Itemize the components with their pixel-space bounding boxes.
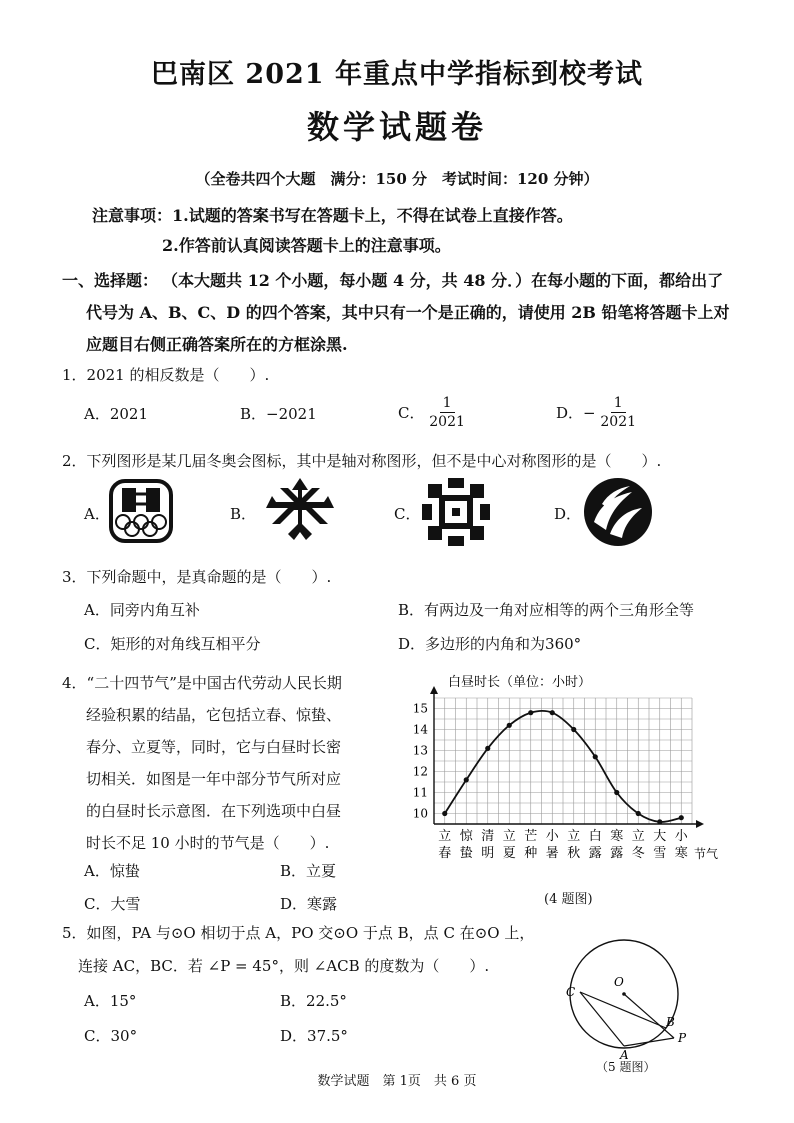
y-tick-label: 10 bbox=[412, 806, 428, 821]
q5-caption: （5 题图） bbox=[596, 1060, 656, 1074]
chart-data-point bbox=[528, 710, 533, 715]
x-tick-label: 寒 bbox=[610, 829, 624, 844]
q4-option-b: B．立夏 bbox=[280, 862, 337, 880]
x-tick-label: 立 bbox=[438, 829, 452, 844]
geometric-logo-c-icon bbox=[420, 476, 492, 548]
q4-option-c: C．大雪 bbox=[84, 895, 141, 913]
x-tick-label: 立 bbox=[502, 829, 516, 844]
x-tick-label: 立 bbox=[567, 829, 581, 844]
q1-option-d-fraction bbox=[600, 394, 636, 431]
q2-option-b: B． bbox=[230, 505, 257, 523]
exam-info: （全卷共四个大题 满分：150 分 考试时间：120 分钟） bbox=[195, 170, 599, 188]
q4-line-4: 切相关．如图是一年中部分节气所对应 bbox=[86, 770, 342, 788]
q5-line-2: 连接 AC，BC．若 ∠P = 45°，则 ∠ACB 的度数为（ ）. bbox=[78, 957, 490, 975]
section1-heading: 一、选择题： bbox=[62, 271, 159, 290]
y-tick-label: 14 bbox=[412, 722, 428, 737]
chart-xlabel: 节气 bbox=[694, 847, 719, 861]
q4-stem bbox=[62, 667, 342, 859]
x-tick-label: 白 bbox=[588, 829, 602, 844]
page-footer: 数学试题 第 1页 共 6 页 bbox=[317, 1074, 477, 1089]
y-tick-label: 15 bbox=[412, 701, 428, 716]
q1-d-numerator: 1 bbox=[611, 394, 626, 413]
q3-stem: 3．下列命题中，是真命题的是（ ）. bbox=[62, 568, 332, 586]
q4-option-a: A．惊蛰 bbox=[84, 862, 140, 880]
q5-option-c: C．30° bbox=[84, 1027, 138, 1045]
x-tick-label: 种 bbox=[524, 846, 538, 861]
x-tick-label: 立 bbox=[631, 829, 645, 844]
chart-axes bbox=[430, 686, 704, 828]
y-tick-label: 13 bbox=[412, 743, 428, 758]
x-tick-label: 惊 bbox=[459, 829, 473, 844]
label-b: B bbox=[666, 1015, 675, 1029]
chart-grid bbox=[434, 698, 692, 824]
chart-data-point bbox=[679, 815, 684, 820]
q1-option-d-label: D．− bbox=[556, 404, 596, 422]
segment-ap bbox=[624, 1038, 674, 1046]
exam-title: 巴南区 2021 年重点中学指标到校考试 bbox=[151, 59, 643, 90]
q1-stem: 1．2021 的相反数是（ ）. bbox=[62, 366, 270, 384]
chart-data-point bbox=[550, 710, 555, 715]
q4-line-6: 时长不足 10 小时的节气是（ ）. bbox=[86, 834, 330, 852]
daylight-chart bbox=[404, 668, 734, 886]
q4-line-1: 4．“二十四节气”是中国古代劳动人民长期 bbox=[62, 674, 342, 692]
x-tick-label: 明 bbox=[481, 846, 495, 861]
x-axis-arrow bbox=[696, 820, 704, 828]
q5-option-b: B．22.5° bbox=[280, 992, 347, 1010]
x-tick-label: 清 bbox=[481, 829, 495, 844]
q1-c-denominator: 2021 bbox=[429, 414, 465, 430]
label-a: A bbox=[620, 1048, 629, 1062]
label-o: O bbox=[614, 975, 624, 989]
q4-line-2: 经验积累的结晶，它包括立春、惊蛰、 bbox=[86, 706, 342, 724]
x-tick-label: 芒 bbox=[524, 829, 538, 844]
chart-y-ticks bbox=[413, 702, 429, 821]
segment-cb bbox=[580, 992, 666, 1028]
q5-option-d: D．37.5° bbox=[280, 1027, 348, 1045]
chart-data-point bbox=[442, 811, 447, 816]
q1-option-b: B．−2021 bbox=[240, 405, 317, 423]
q3-option-b: B．有两边及一角对应相等的两个三角形全等 bbox=[398, 601, 695, 619]
chart-data-point bbox=[485, 746, 490, 751]
q1-option-c-label: C． bbox=[398, 404, 425, 422]
snowflake-logo-b-icon bbox=[262, 476, 338, 546]
q1-option-d bbox=[556, 394, 636, 431]
q5-circle-figure bbox=[556, 934, 706, 1064]
chart-data-point bbox=[636, 811, 641, 816]
q4-option-d: D．寒露 bbox=[280, 895, 338, 913]
y-tick-label: 11 bbox=[412, 785, 428, 800]
chart-data-point bbox=[593, 754, 598, 759]
x-tick-label: 小 bbox=[674, 829, 688, 844]
q1-option-c-fraction bbox=[429, 394, 465, 431]
q3-option-d: D．多边形的内角和为360° bbox=[398, 635, 582, 653]
chart-data-point bbox=[657, 819, 662, 824]
y-axis-arrow bbox=[430, 686, 438, 694]
x-tick-label: 蛰 bbox=[459, 846, 473, 861]
x-tick-label: 秋 bbox=[567, 846, 581, 861]
q3-option-a: A．同旁内角互补 bbox=[84, 601, 200, 619]
section1-line2: 代号为 A、B、C、D 的四个答案，其中只有一个是正确的，请使用 2B 铅笔将答题卡上对 bbox=[86, 303, 730, 322]
x-tick-label: 冬 bbox=[631, 846, 645, 861]
section1-line1: （本大题共 12 个小题，每小题 4 分，共 48 分．）在每小题的下面，都给出了 bbox=[162, 271, 724, 290]
section1-line3: 应题目右侧正确答案所在的方框涂黑. bbox=[86, 335, 348, 354]
chart-data-point bbox=[571, 727, 576, 732]
q2-option-d: D． bbox=[554, 505, 582, 523]
chart-data-point bbox=[464, 777, 469, 782]
x-tick-label: 雪 bbox=[653, 846, 667, 861]
notes-label: 注意事项： bbox=[92, 206, 173, 225]
chart-title: 白昼时长（单位：小时） bbox=[448, 675, 592, 690]
q5-line-1: 5．如图，PA 与⊙O 相切于点 A，PO 交⊙O 于点 B，点 C 在⊙O 上， bbox=[62, 924, 535, 942]
q2-stem: 2．下列图形是某几届冬奥会图标，其中是轴对称图形，但不是中心对称图形的是（ ）. bbox=[62, 452, 662, 470]
notes-item-2: 2.作答前认真阅读答题卡上的注意事项。 bbox=[162, 236, 451, 255]
x-tick-label: 夏 bbox=[502, 846, 516, 861]
flame-logo-d-icon bbox=[580, 474, 656, 550]
q4-line-3: 春分、立夏等，同时，它与白昼时长密 bbox=[86, 738, 342, 756]
q1-c-numerator: 1 bbox=[440, 394, 455, 413]
x-tick-label: 露 bbox=[610, 846, 624, 861]
x-tick-label: 大 bbox=[653, 829, 667, 844]
label-p: P bbox=[678, 1031, 687, 1045]
q1-option-c bbox=[398, 394, 465, 431]
label-c: C bbox=[566, 985, 576, 999]
q2-option-a: A． bbox=[84, 505, 110, 523]
chart-data-point bbox=[614, 790, 619, 795]
chart-data-point bbox=[507, 723, 512, 728]
x-tick-label: 小 bbox=[545, 829, 559, 844]
q5-option-a: A．15° bbox=[84, 992, 137, 1010]
exam-subtitle: 数学试题卷 bbox=[306, 108, 487, 146]
segment-ca bbox=[580, 992, 624, 1046]
olympic-logo-a-icon bbox=[108, 478, 174, 544]
q4-caption: (4 题图) bbox=[544, 892, 593, 907]
q3-option-c: C．矩形的对角线互相平分 bbox=[84, 635, 261, 653]
x-tick-label: 春 bbox=[438, 846, 452, 861]
y-tick-label: 12 bbox=[412, 764, 428, 779]
q4-line-5: 的白昼时长示意图．在下列选项中白昼 bbox=[86, 802, 342, 820]
point-o bbox=[622, 992, 626, 996]
q2-option-c: C． bbox=[394, 505, 421, 523]
notes-item-1: 1.试题的答案书写在答题卡上，不得在试卷上直接作答。 bbox=[172, 206, 573, 225]
chart-x-ticks bbox=[438, 828, 689, 861]
x-tick-label: 露 bbox=[588, 846, 602, 861]
q1-option-a: A．2021 bbox=[84, 405, 149, 423]
q1-d-denominator: 2021 bbox=[600, 414, 637, 430]
x-tick-label: 暑 bbox=[545, 846, 559, 861]
x-tick-label: 寒 bbox=[674, 846, 688, 861]
